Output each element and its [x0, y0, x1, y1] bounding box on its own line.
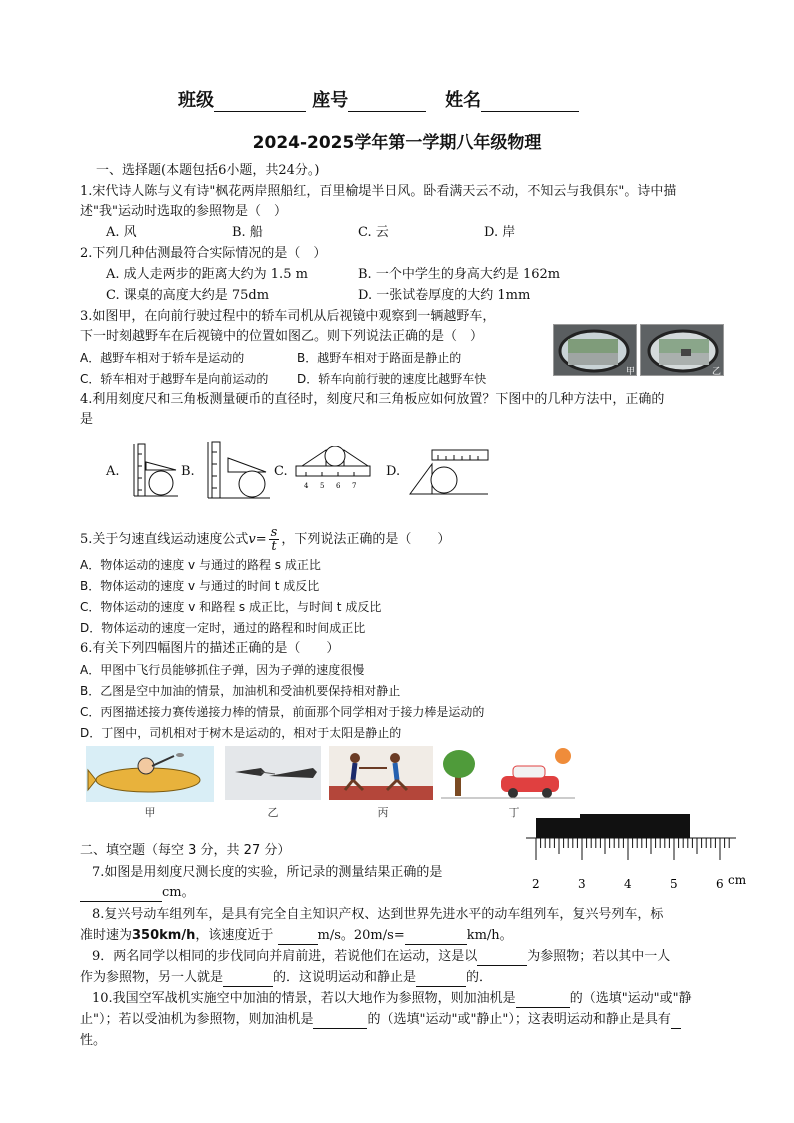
q10-line3: 性。 [80, 1033, 107, 1048]
q4-c-tick-4: 4 [304, 482, 309, 490]
q6-option-a: A．甲图中飞行员能够抓住子弹，因为子弹的速度很慢 [80, 663, 365, 677]
q8-speed: 350km/h [132, 928, 196, 943]
q8-mid2: m/s。20m/s= [317, 928, 405, 943]
formula-denominator: t [271, 539, 277, 554]
pilot-bullet-image [86, 746, 214, 802]
q9-line2-end: 的． [466, 970, 493, 985]
q8-blank-2[interactable] [405, 928, 467, 945]
section2-heading: 二、填空题（每空 3 分，共 27 分） [80, 843, 291, 858]
mirror-label-jia: 甲 [626, 367, 636, 377]
q9-post: 为参照物；若以其中一人 [527, 949, 671, 964]
q3-option-a: A．越野车相对于轿车是运动的 [80, 351, 245, 365]
q4-label-c: C. [274, 464, 288, 479]
q8-blank-1[interactable] [278, 928, 318, 945]
exam-title: 2024-2025学年第一学期八年级物理 [252, 133, 542, 153]
formula-numerator: s [270, 525, 278, 540]
q7-unit: cm。 [162, 885, 195, 900]
caption-jia: 甲 [144, 806, 156, 819]
q6-option-d: D．丁图中，司机相对于树木是运动的，相对于太阳是静止的 [80, 726, 402, 740]
formula-v: v [248, 532, 256, 547]
q1-option-c: C. 云 [358, 225, 389, 240]
q10-line2-pre: 止"）；若以受油机为参照物，则加油机是 [80, 1012, 314, 1027]
q9-blank-2[interactable] [223, 970, 273, 987]
q4-c-tick-7: 7 [352, 482, 357, 490]
q8-mid: ，该速度近于 [195, 928, 274, 943]
mirror-label-yi: 乙 [712, 367, 722, 377]
q7-ruler [526, 814, 754, 894]
q5-option-b: B．物体运动的速度 v 与通过的时间 t 成反比 [80, 579, 320, 593]
q3-option-c: C．轿车相对于越野车是向前运动的 [80, 372, 269, 386]
q10-line2-post: 的（选填"运动"或"静止"）；这表明运动和静止是具有 [367, 1012, 671, 1027]
q2-stem: 2.下列几种估测最符合实际情况的是（ ） [80, 246, 327, 261]
q3-stem-line1: 3.如图甲，在向前行驶过程中的轿车司机从后视镜中观察到一辆越野车， [80, 309, 496, 324]
class-blank[interactable] [214, 95, 306, 112]
q5-option-d: D．物体运动的速度一定时，通过的路程和时间成正比 [80, 621, 366, 635]
q7-stem: 7.如图是用刻度尺测长度的实验，所记录的测量结果正确的是 [92, 865, 443, 880]
q5-stem-pre: 5.关于匀速直线运动速度公式 [80, 532, 249, 547]
q6-stem: 6.有关下列四幅图片的描述正确的是（ ） [80, 641, 340, 656]
refueling-image [225, 746, 321, 800]
q3-option-d: D．轿车向前行驶的速度比越野车快 [297, 372, 487, 386]
q2-option-a: A. 成人走两步的距离大约为 1.5 m [106, 267, 308, 282]
q9-line2-pre: 作为参照物，另一人就是 [80, 970, 224, 985]
name-label: 姓名 [445, 90, 482, 111]
ruler-ticks [536, 838, 729, 860]
q9-blank-1[interactable] [477, 949, 527, 966]
section1-heading: 一、选择题(本题包括6小题，共24分。) [96, 163, 320, 178]
q3-stem-line2: 下一时刻越野车在后视镜中的位置如图乙。则下列说法正确的是（ ） [80, 329, 484, 344]
q6-option-c: C．丙图描述接力赛传递接力棒的情景，前面那个同学相对于接力棒是运动的 [80, 705, 485, 719]
q2-option-d: D. 一张试卷厚度的大约 1mm [358, 288, 531, 303]
q9-pre: 9．两名同学以相同的步伐同向并肩前进，若说他们在运动，这是以 [92, 949, 478, 964]
q10-line2 [80, 1011, 681, 1029]
q9-blank-3[interactable] [416, 970, 466, 987]
ruler-label-4: 4 [624, 877, 632, 891]
mirror-image-jia [553, 324, 637, 376]
ruler-label-6: 6 [716, 877, 724, 891]
q4-c-tick-6: 6 [336, 482, 341, 490]
q10-line1 [92, 990, 692, 1008]
q1-option-b: B. 船 [232, 225, 263, 240]
q4-diagram-a [124, 440, 180, 498]
q4-stem-line2: 是 [80, 412, 94, 427]
q4-c-tick-5: 5 [320, 482, 325, 490]
relay-race-image [329, 746, 433, 800]
caption-ding: 丁 [508, 806, 520, 819]
q1-option-a: A. 风 [106, 225, 137, 240]
q4-diagram-b [200, 438, 272, 500]
q4-label-d: D. [386, 464, 401, 479]
q1-option-d: D. 岸 [484, 225, 516, 240]
seat-label: 座号 [312, 90, 349, 111]
car-tree-image [441, 746, 575, 800]
q7-blank[interactable] [80, 885, 162, 902]
q5-stem [80, 526, 450, 553]
q4-label-b: B. [181, 464, 195, 479]
caption-yi: 乙 [267, 806, 279, 819]
q10-post: 的（选填"运动"或"静 [569, 991, 692, 1006]
q8-end: km/h。 [466, 928, 513, 943]
q9-line2-mid: 的．这说明运动和静止是 [273, 970, 417, 985]
student-info-header [178, 86, 579, 112]
q6-option-b: B．乙图是空中加油的情景，加油机和受油机要保持相对静止 [80, 684, 401, 698]
q10-blank-2[interactable] [313, 1012, 367, 1029]
seat-blank[interactable] [348, 95, 426, 112]
q2-option-c: C. 课桌的高度大约是 75dm [106, 288, 270, 303]
q1-stem-line1: 1.宋代诗人陈与义有诗"枫花两岸照船红，百里榆堤半日风。卧看满天云不动，不知云与我俱东"。诗中描 [80, 184, 677, 199]
ruler-label-3: 3 [578, 877, 586, 891]
q8-line1: 8.复兴号动车组列车，是具有完全自主知识产权、达到世界先进水平的动车组列车，复兴号列车，标 [92, 907, 664, 922]
q9-line1 [92, 948, 670, 966]
q5-stem-post: ，下列说法正确的是（ ） [281, 532, 451, 547]
q5-option-c: C．物体运动的速度 v 和路程 s 成正比，与时间 t 成反比 [80, 600, 382, 614]
q3-option-b: B．越野车相对于路面是静止的 [297, 351, 462, 365]
q7-answer-line [80, 884, 195, 902]
ruler-unit: cm [728, 873, 747, 887]
ruler-label-5: 5 [670, 877, 678, 891]
q5-option-a: A．物体运动的速度 v 与通过的路程 s 成正比 [80, 558, 321, 572]
q8-line2 [80, 927, 513, 945]
class-label: 班级 [178, 90, 214, 111]
q10-pre: 10.我国空军战机实施空中加油的情景，若以大地作为参照物，则加油机是 [92, 991, 516, 1006]
q4-label-a: A. [106, 464, 120, 479]
ruler-label-2: 2 [532, 877, 540, 891]
caption-bing: 丙 [377, 806, 389, 819]
q9-line2 [80, 969, 492, 987]
name-blank[interactable] [481, 95, 579, 112]
q8-pre: 准时速为 [80, 928, 133, 943]
q4-diagram-d [404, 444, 490, 496]
q4-stem-line1: 4.利用刻度尺和三角板测量硬币的直径时，刻度尺和三角板应如何放置？下图中的几种方法中，正确的 [80, 392, 665, 407]
q4-diagram-c [292, 446, 374, 492]
q10-blank-1[interactable] [516, 991, 570, 1008]
q10-blank-3[interactable] [671, 1012, 681, 1029]
formula-fraction [269, 526, 280, 553]
q2-option-b: B. 一个中学生的身高大约是 162m [358, 267, 561, 282]
q1-stem-line2: 述"我"运动时选取的参照物是（ ） [80, 204, 287, 219]
formula-eq: = [255, 532, 267, 547]
